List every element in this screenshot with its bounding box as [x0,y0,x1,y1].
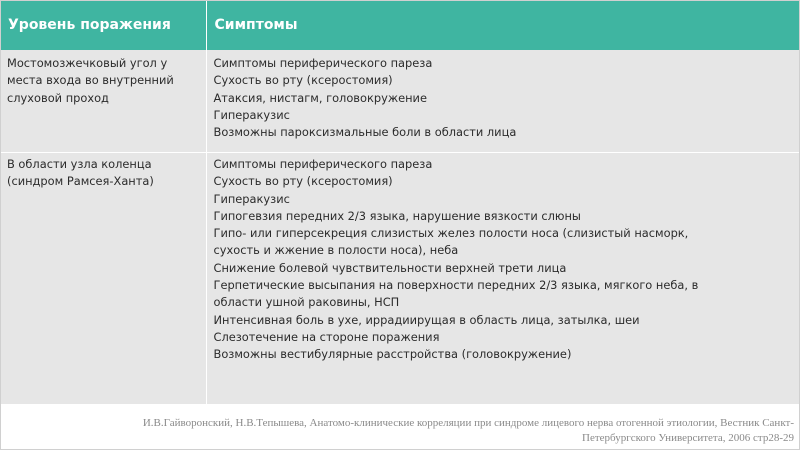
level-line: слуховой проход [7,90,109,105]
symptom-line: Герпетические высыпания на поверхности передних 2/3 языка, мягкого неба, в [213,278,699,293]
level-line: В области узла коленца [7,157,152,171]
level-cell [0,50,206,153]
table-header-row [0,0,800,50]
symptom-line: Сухость во рту (ксеростомия) [213,174,393,189]
level-cell [0,153,206,405]
symptom-line: Гипогевзия передних 2/3 языка, нарушение вязкости слюны [213,208,581,223]
symptom-line: Атаксия, нистагм, головокружение [213,90,427,105]
level-line: (синдром Рамсея-Ханта) [7,174,154,189]
symptom-line: Снижение болевой чувствительности верхней трети лица [213,260,567,275]
symptoms-cell [206,50,800,153]
table-row [0,50,800,153]
citation-line: Петербургского Университета, 2006 стр28-29 [582,432,794,444]
symptom-line: Симптомы периферического пареза [213,157,433,171]
symptom-line: сухость и жжение в полости носа), неба [213,243,459,258]
level-line: места входа во внутренний [7,73,174,88]
header-level: Уровень поражения [0,0,206,50]
citation [74,416,794,446]
symptom-line: Гиперакузис [213,191,290,206]
symptom-line: области ушной раковины, НСП [213,295,400,310]
symptom-line: Возможны вестибулярные расстройства (головокружение) [213,347,572,362]
symptom-line: Гипо- или гиперсекреция слизистых желез полости носа (слизистый насморк, [213,226,689,241]
header-symptoms: Симптомы [206,0,800,50]
symptom-line: Сухость во рту (ксеростомия) [213,73,393,88]
citation-line: И.В.Гайворонский, Н.В.Тепышева, Анатомо-клинические корреляции при синдроме лицевого нерва отогенной этиологии, Вестник Санкт- [142,417,794,429]
symptoms-cell [206,153,800,405]
symptom-line: Интенсивная боль в ухе, иррадиирущая в область лица, затылка, шеи [213,312,640,327]
symptom-line: Гиперакузис [213,107,290,122]
level-line: Мостомозжечковый угол у [7,56,168,70]
table-row [0,153,800,405]
symptom-line: Симптомы периферического пареза [213,56,433,70]
symptom-line: Возможны пароксизмальные боли в области лица [213,125,517,140]
symptom-line: Слезотечение на стороне поражения [213,329,440,344]
